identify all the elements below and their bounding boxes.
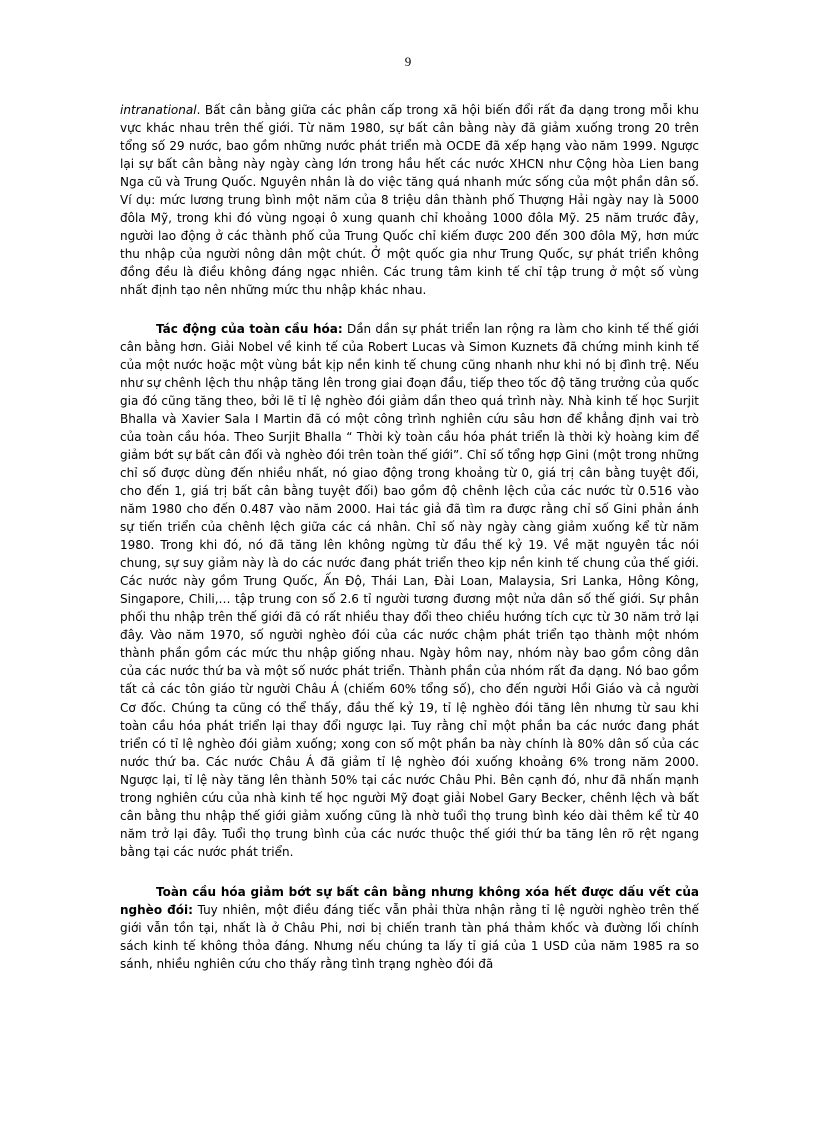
paragraph-text: Tuy nhiên, một điều đáng tiếc vẫn phải thừa nhận rằng tỉ lệ người nghèo trên thế giới vẫn tồn tại, nhất là ở Châu Phi, nơi bị chiến tranh tàn phá thảm khốc và đường lối chính sách kinh tế không thỏa đáng. Nhưng nếu chúng ta lấy tỉ giá của 1 USD của năm 1985 ra so sánh, nhiều nghiên cứu cho thấy rằng tình trạng nghèo đói đã [120, 902, 699, 972]
paragraph-text: . Bất cân bằng giữa các phân cấp trong xã hội biến đổi rất đa dạng trong mỗi khu vực khác nhau trên thế giới. Từ năm 1980, sự bất cân bằng này đã giảm xuống trong 20 trên tổng số 29 nước, bao gồm những nước phát triển mà OCDE đã xếp hạng vào năm 1999. Ngược lại sự bất cân bằng này ngày càng lớn trong hầu hết các nước XHCN như Cộng hòa Lien bang Nga cũ và Trung Quốc. Nguyên nhân là do việc tăng quá nhanh mức sống của một phần dân số. Ví dụ: mức lương trung bình một năm của 8 triệu dân thành phố Thượng Hải ngày nay là 5000 đôla Mỹ, trong khi đó vùng ngoại ô xung quanh chỉ khoảng 1000 đôla Mỹ. 25 năm trước đây, người lao động ở các thành phố của Trung Quốc chỉ kiếm được 200 đến 300 đôla Mỹ, hơn mức thu nhập của người nông dân một chút. Ở một quốc gia như Trung Quốc, sự phát triển không đồng đều là điều không đáng ngạc nhiên. Các trung tâm kinh tế chỉ tập trung ở một số vùng nhất định tạo nên những mức thu nhập khác nhau. [120, 103, 699, 298]
paragraph-text: Dần dần sự phát triển lan rộng ra làm cho kinh tế thế giới cân bằng hơn. Giải Nobel về kinh tế của Robert Lucas và Simon Kuznets đã chứng minh kinh tế của một nước hoặc một vùng bắt kịp nền kinh tế chung cũng nhanh như khi nó bị đình trệ. Nếu như sự chênh lệch thu nhập tăng lên trong giai đoạn đầu, tiếp theo tốc độ tăng trưởng của quốc gia đó cũng tăng theo, bởi lẽ tỉ lệ nghèo đói giảm dần theo quá trình này. Nhà kinh tế học Surjit Bhalla và Xavier Sala I Martin đã có một công trình nghiên cứu sâu hơn để khẳng định vai trò của toàn cầu hóa. Theo Surjit Bhalla “ Thời kỳ toàn cầu hóa phát triển là thời kỳ hoàng kim để giảm bớt sự bất cân đối và nghèo đói trên toàn thế giới”. Chỉ số tổng hợp Gini (một trong những chỉ số được dùng đến nhiều nhất, nó giao động trong khoảng từ 0, giá trị cân bằng tuyệt đối, cho đến 1, giá trị bất cân bằng tuyệt đối) bao gồm độ chênh lệch của các nước từ 0.516 vào năm 1980 cho đến 0.487 vào năm 2000. Hai tác giả đã tìm ra được rằng chỉ số Gini phản ánh sự tiến triển của chênh lệch giữa các cá nhân. Chỉ số này ngày càng giảm xuống kể từ năm 1980. Trong khi đó, nó đã tăng lên không ngừng từ đầu thế kỷ 19. Về mặt nguyên tắc nói chung, sự suy giảm này là do các nước đang phát triển theo kịp nền kinh tế chung của thế giới. Các nước này gồm Trung Quốc, Ấn Độ, Thái Lan, Đài Loan, Malaysia, Sri Lanka, Hông Kông, Singapore, Chili,… tập trung con số 2.6 tỉ người tương đương một nửa dân số thế giới. Sự phân phối thu nhập trên thế giới đã có rất nhiều thay đổi theo chiều hướng tích cực từ 30 năm trở lại đây. Vào năm 1970, số người nghèo đói của các nước chậm phát triển tạo thành một nhóm thành phần gồm các mức thu nhập giống nhau. Ngày hôm nay, nhóm này bao gồm công dân của các nước thứ ba và một số nước phát triển. Thành phần của nhóm rất đa dạng. Nó bao gồm tất cả các tôn giáo từ người Châu Á (chiếm 60% tổng số), cho đến người Hồi Giáo và cả người Cơ đốc. Chúng ta cũng có thể thấy, đầu thế kỷ 19, tỉ lệ nghèo đói tăng lên nhưng từ sau khi toàn cầu hóa phát triển lại thay đổi ngược lại. Tuy rằng chỉ một phần ba các nước đang phát triển có tỉ lệ nghèo đói giảm xuống; xong con số một phần ba này chính là 80% dân số của các nước thứ ba. Các nước Châu Á đã giảm tỉ lệ nghèo đói xuống khoảng 6% trong năm 2000. Ngược lại, tỉ lệ này tăng lên thành 50% tại các nước Châu Phi. Bên cạnh đó, như đã nhấn mạnh trong nghiên cứu của nhà kinh tế học người Mỹ đoạt giải Nobel Gary Becker, chênh lệch và bất cân bằng thu nhập thế giới giảm xuống cũng là nhờ tuổi thọ trung bình kéo dài thêm kể từ 40 năm trở lại đây. Tuổi thọ trung bình của các nước thuộc thế giới thứ ba tăng lên rõ rệt ngang bằng tại các nước phát triển. [120, 321, 699, 859]
section-heading: Toàn cầu hóa giảm bớt sự bất cân bằng nhưng không xóa hết được dấu vết của nghèo đói: [120, 884, 699, 917]
paragraph-income-inequality [120, 101, 699, 300]
italic-term: intranational [120, 103, 197, 117]
paragraph-globalization-impact [120, 320, 699, 861]
section-heading: Tác động của toàn cầu hóa: [156, 321, 343, 336]
document-body [120, 101, 699, 973]
paragraph-poverty-traces [120, 883, 699, 973]
page-number: 9 [404, 54, 412, 69]
